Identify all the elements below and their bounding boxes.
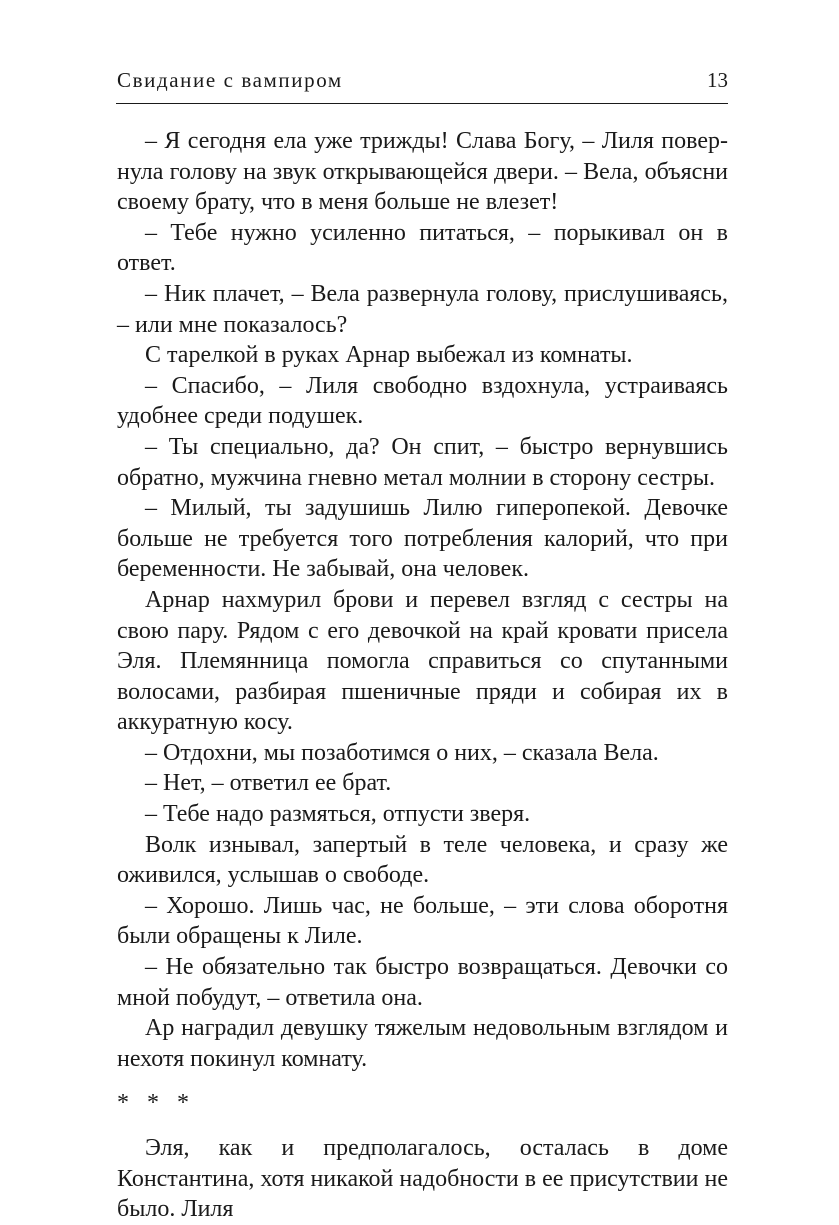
paragraph: – Милый, ты задушишь Лилю гиперопекой. Девочке больше не требуется того потребления калорий, что при беременности. Не забывай, она человек. xyxy=(117,495,728,583)
paragraph: – Нет, – ответил ее брат. xyxy=(145,770,392,797)
paragraph: – Спасибо, – Лиля свободно вздохнула, устраиваясь удобнее среди подушек. xyxy=(117,372,728,430)
page-number: 13 xyxy=(707,68,728,92)
body-text xyxy=(117,126,728,1225)
running-head xyxy=(117,68,728,98)
paragraph: – Не обязательно так быстро возвращаться. Девочки со мной побудут, – ответила она. xyxy=(117,954,728,1011)
paragraph: – Ты специально, да? Он спит, – быстро вернувшись обратно, мужчина гневно метал молнии в сторону сестры. xyxy=(117,433,728,491)
header-rule xyxy=(116,103,728,104)
paragraph: С тарелкой в руках Арнар выбежал из комнаты. xyxy=(145,342,633,369)
paragraph: – Я сегодня ела уже трижды! Слава Богу, – Лиля повернула голову на звук открывающейся двери. – Вела, объясни своему брату, что в меня больше не влезет! xyxy=(117,128,728,216)
paragraph: – Ник плачет, – Вела развернула голову, прислушиваясь, – или мне показалось? xyxy=(117,280,728,338)
paragraph: – Тебе нужно усиленно питаться, – порыкивал он в ответ. xyxy=(117,219,728,277)
scene-separator: * * * xyxy=(117,1090,195,1117)
paragraph: – Тебе надо размяться, отпусти зверя. xyxy=(145,801,531,828)
paragraph: Ар наградил девушку тяжелым недовольным взглядом и нехотя покинул комнату. xyxy=(117,1015,728,1072)
paragraph: – Хорошо. Лишь час, не больше, – эти слова оборотня были обращены к Лиле. xyxy=(117,892,728,950)
paragraph: Арнар нахмурил брови и перевел взгляд с сестры на свою пару. Рядом с его девочкой на край кровати присела Эля. Племянница помогла справиться со спутанными волосами, разбирая пшеничные пряди и собирая их в аккуратную косу. xyxy=(117,586,728,736)
running-title: Свидание с вампиром xyxy=(117,68,343,92)
paragraph: – Отдохни, мы позаботимся о них, – сказала Вела. xyxy=(145,739,659,766)
paragraph: Эля, как и предполагалось, осталась в доме Константина, хотя никакой надобности в ее присутствии не было. Лиля xyxy=(117,1135,728,1223)
paragraph: Волк изнывал, запертый в теле человека, и сразу же оживился, услышав о свободе. xyxy=(117,831,728,889)
